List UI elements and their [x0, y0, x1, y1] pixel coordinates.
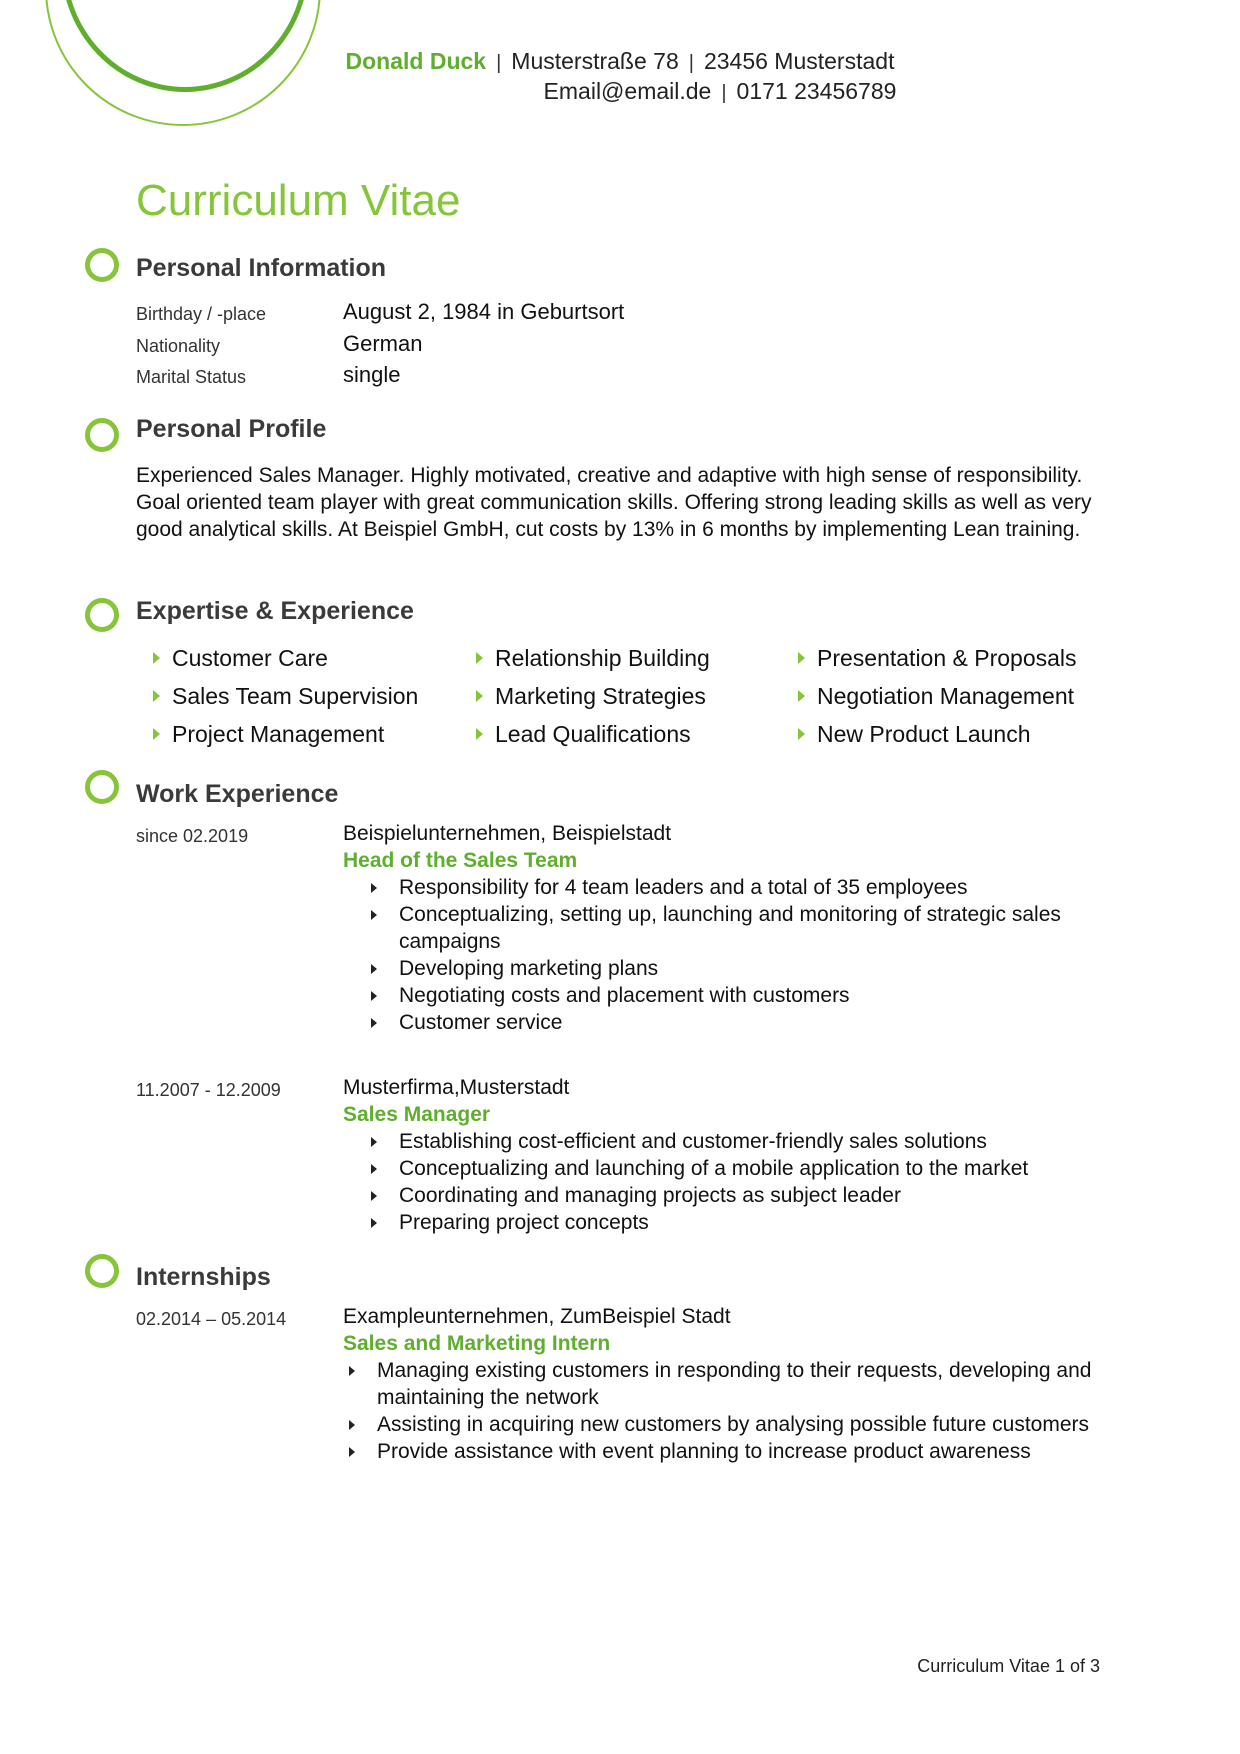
section-heading-work-experience: Work Experience: [136, 780, 339, 808]
city: 23456 Musterstadt: [703, 48, 895, 74]
expertise-item: Lead Qualifications: [476, 719, 691, 749]
page-footer: Curriculum Vitae 1 of 3: [917, 1656, 1100, 1676]
header-contact-line-2: Email@email.de | 0171 23456789: [543, 78, 897, 104]
bullet-arrow-icon: [371, 1164, 377, 1174]
bullet-arrow-icon: [476, 690, 483, 702]
section-ring-icon: [85, 770, 119, 804]
job-bullet-list: [345, 1357, 1105, 1465]
list-item: Developing marketing plans: [367, 955, 1107, 982]
job-date: 11.2007 - 12.2009: [136, 1080, 281, 1100]
list-item: Establishing cost-efficient and customer-friendly sales solutions: [367, 1128, 1107, 1155]
bullet-arrow-icon: [371, 964, 377, 974]
list-item: Conceptualizing, setting up, launching and monitoring of strategic sales campaigns: [367, 901, 1107, 955]
list-item: Negotiating costs and placement with customers: [367, 982, 1107, 1009]
section-heading-personal-information: Personal Information: [136, 254, 387, 282]
expertise-item: Customer Care: [153, 643, 328, 673]
list-item: Provide assistance with event planning to increase product awareness: [345, 1438, 1105, 1465]
info-label: Nationality: [136, 336, 221, 356]
bullet-arrow-icon: [476, 652, 483, 664]
expertise-item: New Product Launch: [798, 719, 1031, 749]
list-item: Conceptualizing and launching of a mobile application to the market: [367, 1155, 1107, 1182]
job-company: Musterfirma,Musterstadt: [343, 1076, 570, 1099]
job-company: Beispielunternehmen, Beispielstadt: [343, 822, 672, 845]
section-heading-personal-profile: Personal Profile: [136, 415, 327, 443]
job-bullet-list: [367, 1128, 1107, 1236]
bullet-arrow-icon: [371, 910, 377, 920]
list-item: Assisting in acquiring new customers by analysing possible future customers: [345, 1411, 1105, 1438]
job-role: Head of the Sales Team: [343, 849, 578, 872]
section-heading-expertise: Expertise & Experience: [136, 597, 414, 625]
bullet-arrow-icon: [371, 1137, 377, 1147]
job-role: Sales and Marketing Intern: [343, 1332, 611, 1355]
info-label: Birthday / -place: [136, 304, 267, 324]
job-bullet-list: [367, 874, 1107, 1036]
bullet-arrow-icon: [153, 690, 160, 702]
bullet-arrow-icon: [798, 652, 805, 664]
list-item: Responsibility for 4 team leaders and a total of 35 employees: [367, 874, 1107, 901]
expertise-item: Project Management: [153, 719, 384, 749]
document-title: Curriculum Vitae: [136, 176, 461, 225]
list-item: Managing existing customers in responding to their requests, developing and maintaining the network: [345, 1357, 1105, 1411]
street-address: Musterstraße 78: [511, 48, 679, 74]
section-ring-icon: [85, 248, 119, 282]
job-date: since 02.2019: [136, 826, 249, 846]
email: Email@email.de: [543, 78, 712, 104]
bullet-arrow-icon: [153, 728, 160, 740]
expertise-item: Relationship Building: [476, 643, 710, 673]
applicant-name: Donald Duck: [345, 48, 487, 74]
profile-text: Experienced Sales Manager. Highly motivated, creative and adaptive with high sense of responsibility. Goal oriented team player with great communication skills. Offering strong leading skills as well as very good analytical skills. At Beispiel GmbH, cut costs by 13% in 6 months by implementing Lean training.: [136, 464, 1092, 541]
bullet-arrow-icon: [349, 1420, 355, 1430]
section-ring-icon: [85, 418, 119, 452]
phone: 0171 23456789: [736, 78, 897, 104]
expertise-item: Sales Team Supervision: [153, 681, 418, 711]
job-company: Exampleunternehmen, ZumBeispiel Stadt: [343, 1305, 731, 1328]
job-date: 02.2014 – 05.2014: [136, 1309, 287, 1329]
bullet-arrow-icon: [371, 1191, 377, 1201]
bullet-arrow-icon: [349, 1447, 355, 1457]
list-item: Preparing project concepts: [367, 1209, 1107, 1236]
bullet-arrow-icon: [371, 991, 377, 1001]
job-role: Sales Manager: [343, 1103, 491, 1126]
bullet-arrow-icon: [476, 728, 483, 740]
list-item: Customer service: [367, 1009, 1107, 1036]
bullet-arrow-icon: [371, 883, 377, 893]
bullet-arrow-icon: [349, 1366, 355, 1376]
bullet-arrow-icon: [798, 728, 805, 740]
info-value: German: [343, 331, 423, 356]
info-label: Marital Status: [136, 367, 247, 387]
bullet-arrow-icon: [371, 1218, 377, 1228]
bullet-arrow-icon: [153, 652, 160, 664]
header-contact-line-1: Donald Duck | Musterstraße 78 | 23456 Musterstadt: [345, 48, 895, 74]
bullet-arrow-icon: [371, 1018, 377, 1028]
expertise-item: Negotiation Management: [798, 681, 1074, 711]
section-ring-icon: [85, 598, 119, 632]
info-value: single: [343, 362, 401, 387]
bullet-arrow-icon: [798, 690, 805, 702]
list-item: Coordinating and managing projects as subject leader: [367, 1182, 1107, 1209]
section-heading-internships: Internships: [136, 1263, 271, 1291]
expertise-item: Presentation & Proposals: [798, 643, 1077, 673]
section-ring-icon: [85, 1254, 119, 1288]
info-value: August 2, 1984 in Geburtsort: [343, 299, 625, 324]
expertise-item: Marketing Strategies: [476, 681, 706, 711]
